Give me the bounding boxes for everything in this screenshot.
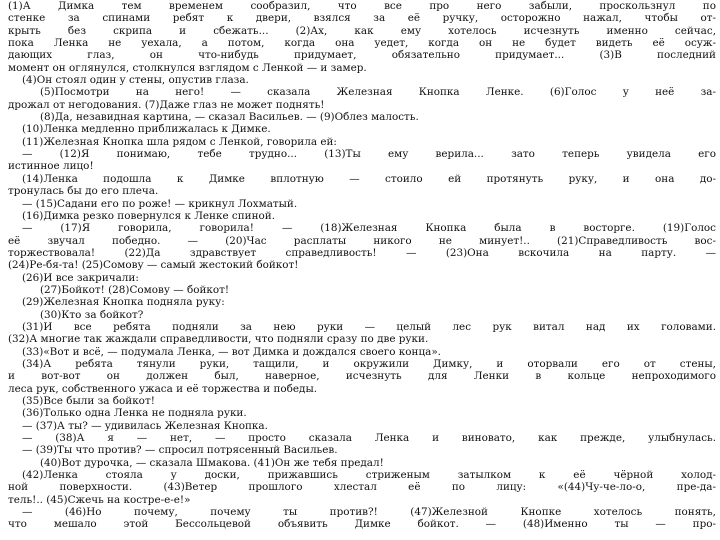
text-line-2: стенке за спинами ребят к двери, взялся за её ручку, осторожно нажал, чтобы от-	[8, 12, 716, 25]
text-line-35: — (37)А ты? — удивилась Железная Кнопка.	[22, 419, 268, 432]
text-line-37: — (39)Ты что против? — спросил потрясенный Васильев.	[22, 444, 338, 457]
text-line-25: (29)Железная Кнопка подняла руку:	[22, 296, 225, 309]
text-line-7: (4)Он стоял один у стены, опустив глаза.	[22, 74, 249, 87]
text-line-18: (16)Димка резко повернулся к Ленке спиной.	[22, 209, 276, 222]
text-line-40: ной поверхности. (43)Ветер прошлого хлестал её по лицу: «(44)Чу-че-ло-о, пре-да-	[8, 481, 716, 494]
text-line-3: крыть без скрипа и сбежать... (2)Ах, как ему хотелось исчезнуть именно сейчас,	[8, 24, 716, 37]
text-line-38: (40)Вот дурочка, — сказала Шмакова. (41)Он же тебя предал!	[40, 456, 384, 469]
text-line-11: (10)Ленка медленно приближалась к Димке.	[22, 123, 271, 136]
text-line-26: (30)Кто за бойкот?	[40, 308, 144, 321]
text-line-34: (36)Только одна Ленка не подняла руки.	[22, 407, 247, 420]
text-line-27: (31)И все ребята подняли за нею руки — целый лес рук витал над их головами.	[22, 320, 716, 333]
text-line-13: — (12)Я понимаю, тебе трудно... (13)Ты ему верила... зато теперь увидела его	[22, 148, 716, 161]
text-line-16: тронулась бы до его плеча.	[8, 185, 159, 198]
text-line-36: — (38)А я — нет, — просто сказала Ленка и виновато, как прежде, улыбнулась.	[22, 432, 716, 445]
text-line-24: (27)Бойкот! (28)Сомову — бойкот!	[40, 283, 230, 296]
text-line-41: тель!.. (45)Сжечь на костре-е-е!»	[8, 493, 191, 506]
text-line-32: леса рук, собственного ужаса и её торжества и победы.	[8, 382, 318, 395]
text-line-22: (24)Ре-бя-та! (25)Сомову — самый жестокий бойкот!	[8, 259, 299, 272]
text-line-33: (35)Все были за бойкот!	[22, 395, 155, 407]
text-line-43: что мешало этой Бессольцевой объявить Димке бойкот. — (48)Именно ты — про-	[8, 518, 716, 531]
text-line-10: (8)Да, незавидная картина, — сказал Васильев. — (9)Облез малость.	[40, 111, 419, 124]
text-line-5: дающих глаз, он что-нибудь придумает, обязательно придумает... (3)В последний	[8, 49, 716, 62]
text-line-14: истинное лицо!	[8, 160, 94, 173]
text-line-21: торжествовала! (22)Да здравствует справедливость! — (23)Она вскочила на парту. —	[8, 246, 716, 259]
text-line-29: (33)«Вот и всё, — подумала Ленка, — вот Димка и дождался своего конца».	[22, 345, 441, 358]
text-line-23: (26)И все закричали:	[22, 271, 139, 284]
text-line-19: — (17)Я говорила, говорила! — (18)Железная Кнопка была в восторге. (19)Голос	[22, 222, 716, 235]
text-line-6: момент он оглянулся, столкнулся взглядом с Ленкой — и замер.	[8, 61, 367, 74]
text-line-42: — (46)Но почему, почему ты против?! (47)Железной Кнопке хотелось понять,	[22, 506, 716, 519]
text-line-17: — (15)Садани его по роже! — крикнул Лохматый.	[22, 197, 298, 210]
text-line-30: (34)А ребята тянули руки, тащили, и окружили Димку, и оторвали его от стены,	[22, 357, 716, 370]
text-line-4: пока Ленка не уехала, а потом, когда она уедет, когда он не будет видеть её осуж-	[8, 37, 716, 50]
text-line-39: (42)Ленка стояла у доски, прижавшись стриженым затылком к её чёрной холод-	[22, 469, 716, 482]
text-line-20: её звучал победно. — (20)Час расплаты никого не минует!.. (21)Справедливость вос-	[8, 234, 716, 247]
text-line-1: (1)А Димка тем временем сообразил, что все про него забыли, проскользнул по	[8, 0, 716, 12]
text-line-31: и вот-вот он должен был, наверное, исчезнуть для Ленки в кольце непроходимого	[8, 370, 716, 383]
text-line-28: (32)А многие так жаждали справедливости, что подняли сразу по две руки.	[8, 333, 429, 346]
text-line-12: (11)Железная Кнопка шла рядом с Ленкой, говорила ей:	[22, 135, 337, 148]
text-line-8: (5)Посмотри на него! — сказала Железная Кнопка Ленке. (6)Голос у неё за-	[40, 86, 716, 99]
text-line-9: дрожал от негодования. (7)Даже глаз не может поднять!	[8, 98, 325, 111]
text-line-15: (14)Ленка подошла к Димке вплотную — стоило ей протянуть руку, и она до-	[22, 172, 716, 185]
